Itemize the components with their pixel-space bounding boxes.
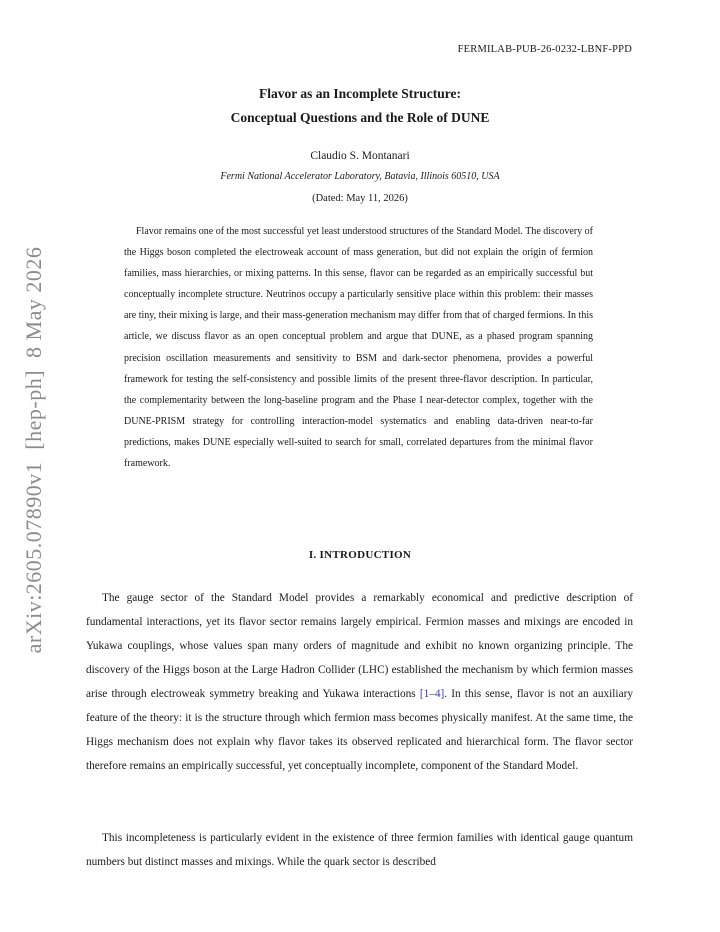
intro-paragraph-1-text-a: The gauge sector of the Standard Model provides a remarkably economical and predictive description of fundamental interactions, yet its flavor sector remains largely empirical. Fermion masses and mixings are encoded in Yukawa couplings, whose values span many orders of magnitude and exhibit no known organizing principle. The discovery of the Higgs boson at the Large Hadron Collider (LHC) established the mechanism by which fermion masses arise through electroweak symmetry breaking and Yukawa interactions <box>86 592 633 700</box>
section-heading: I. INTRODUCTION <box>308 549 412 561</box>
report-number: FERMILAB-PUB-26-0232-LBNF-PPD <box>457 44 632 55</box>
paper-title <box>0 82 720 130</box>
author-name: Claudio S. Montanari <box>310 150 410 162</box>
title-line-1: Flavor as an Incomplete Structure: <box>259 86 461 101</box>
arxiv-date: 8 May 2026 <box>21 246 46 358</box>
date-line: (Dated: May 11, 2026) <box>312 193 408 204</box>
intro-paragraph-1-text-b: . In this sense, flavor is not an auxiliary feature of the theory: it is the structure through which fermion mass becomes physically manifest. At the same time, the Higgs mechanism does not explain why flavor takes its observed replicated and hierarchical form. The flavor sector therefore remains an empirically successful, yet conceptually incomplete, component of the Standard Model. <box>86 688 633 772</box>
intro-paragraph-2: This incompleteness is particularly evident in the existence of three fermion families with identical gauge quantum numbers but distinct masses and mixings. While the quark sector is described <box>86 832 633 868</box>
author-affiliation: Fermi National Accelerator Laboratory, Batavia, Illinois 60510, USA <box>220 171 500 182</box>
abstract: Flavor remains one of the most successful yet least understood structures of the Standard Model. The discovery of the Higgs boson completed the electroweak account of mass generation, but did not explain the origin of fermion families, mass hierarchies, or mixing patterns. In this sense, flavor can be regarded as an empirically successful but conceptually incomplete structure. Neutrinos occupy a particularly sensitive place within this problem: their masses are tiny, their mixing is large, and their mass-generation mechanism may differ from that of charged fermions. In this article, we discuss flavor as an open conceptual problem and argue that DUNE, as a phased program spanning precision oscillation measurements and sensitivity to BSM and dark-sector phenomena, provides a powerful framework for testing the self-consistency and possible limits of the present three-flavor description. In particular, the complementarity between the long-baseline program and the Phase I near-detector complex, together with the DUNE-PRISM strategy for controlling interaction-model systematics and enabling data-driven near-to-far predictions, makes DUNE especially well-suited to search for small, correlated departures from the minimal flavor framework. <box>124 226 593 470</box>
citation-link[interactable]: [1–4] <box>419 688 445 700</box>
intro-paragraph-1 <box>86 586 633 778</box>
arxiv-category: [hep-ph] <box>21 369 46 450</box>
title-line-2: Conceptual Questions and the Role of DUNE <box>230 110 490 125</box>
arxiv-id: arXiv:2605.07890v1 <box>21 461 46 654</box>
arxiv-stamp <box>21 247 47 654</box>
